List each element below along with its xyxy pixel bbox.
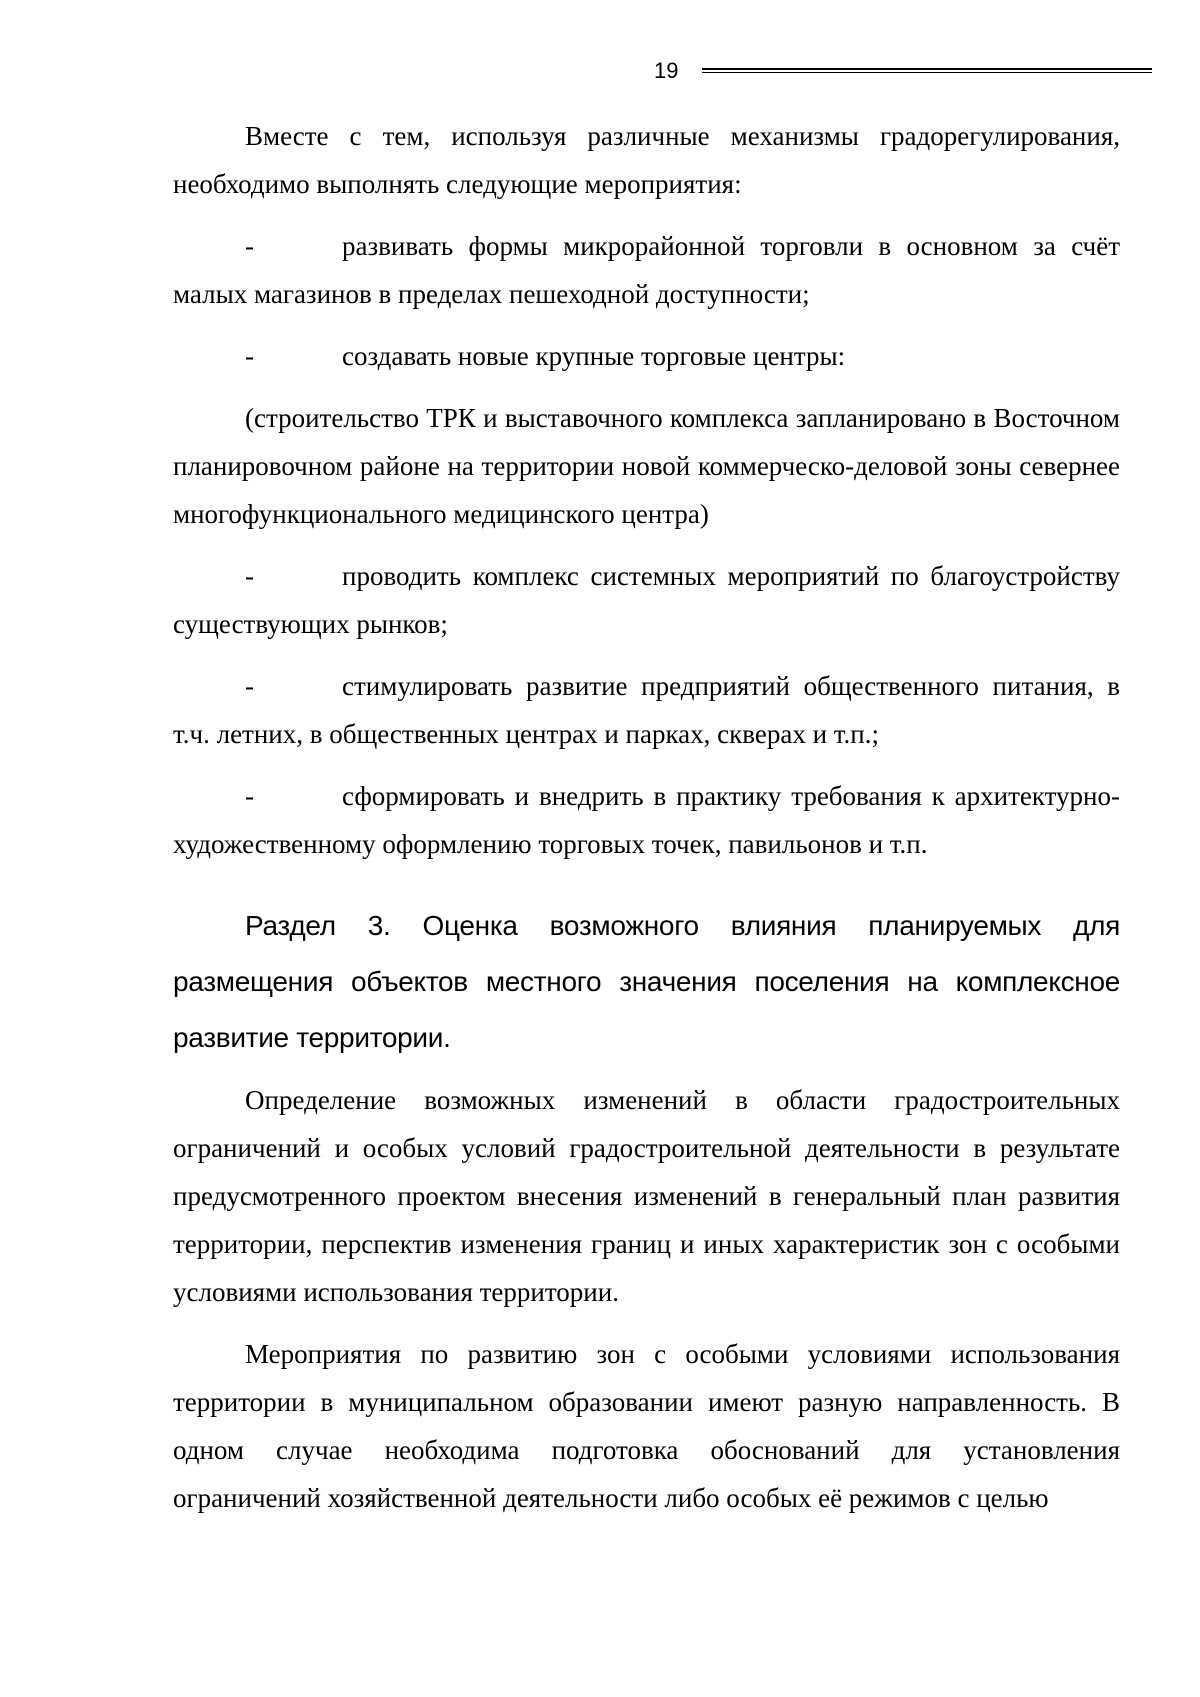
body-paragraph: Определение возможных изменений в области градостроительных ограничений и особых условий градостроительной деятельности в результате предусмотренного проектом внесения изменений в генеральный план развития территории, перспектив изменения границ и иных характеристик зон с особыми условиями использования территории. (173, 1085, 1120, 1307)
page-header (0, 58, 1200, 88)
section-heading: Раздел 3. Оценка возможного влияния планируемых для размещения объектов местного значения поселения на комплексное развитие территории. (173, 910, 1120, 1053)
list-dash: - (245, 341, 254, 371)
list-item (173, 552, 1120, 648)
list-item-text: создавать новые крупные торговые центры: (342, 341, 846, 371)
intro-paragraph: Вместе с тем, используя различные механизмы градорегулирования, необходимо выполнять следующие мероприятия: (173, 121, 1120, 199)
list-item-text: проводить комплекс системных мероприятий по благоустройству существующих рынков; (173, 561, 1120, 639)
list-item-text: стимулировать развитие предприятий общественного питания, в т.ч. летних, в общественных центрах и парках, скверах и т.п.; (173, 671, 1120, 749)
list-item-text: развивать формы микрорайонной торговли в основном за счёт малых магазинов в пределах пешеходной доступности; (173, 231, 1120, 309)
list-item-text: сформировать и внедрить в практику требования к архитектурно- художественному оформлению торговых точек, павильонов и т.п. (173, 781, 1120, 859)
list-dash: - (245, 781, 254, 811)
list-dash: - (245, 671, 254, 701)
note-paragraph: (строительство ТРК и выставочного комплекса запланировано в Восточном планировочном районе на территории новой коммерческо-деловой зоны севернее многофункционального медицинского центра) (173, 403, 1120, 529)
header-rule (702, 68, 1152, 70)
list-item (173, 332, 1120, 380)
body-paragraph: Мероприятия по развитию зон с особыми условиями использования территории в муниципальном образовании имеют разную направленность. В одном случае необходима подготовка обоснований для установления ограничений хозяйственной деятельности либо особых её режимов с целью (173, 1339, 1120, 1513)
list-dash: - (245, 231, 254, 261)
list-item (173, 222, 1120, 318)
list-item (173, 662, 1120, 758)
list-dash: - (245, 561, 254, 591)
document-body (173, 112, 1120, 1522)
list-item (173, 772, 1120, 868)
header-rule-thin (702, 72, 1152, 73)
page-number: 19 (654, 58, 679, 83)
